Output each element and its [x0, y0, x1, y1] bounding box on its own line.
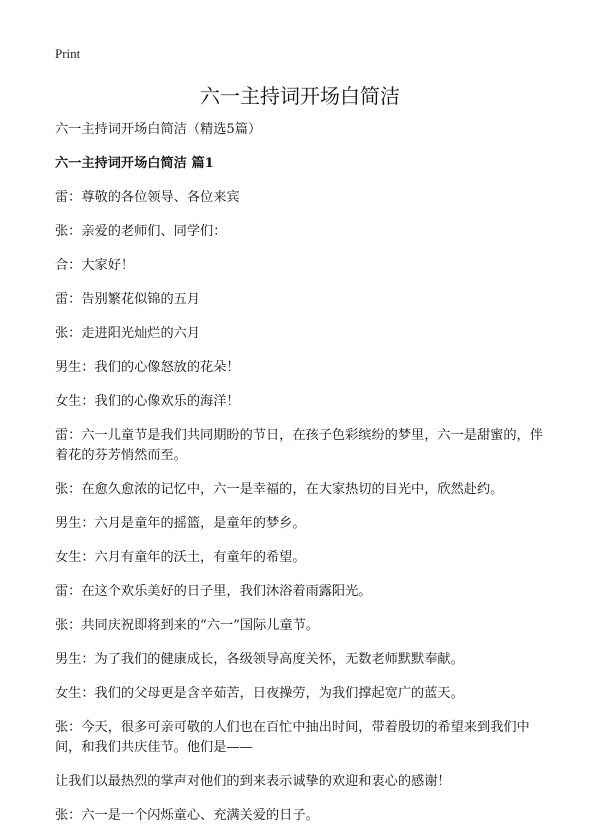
- page-title: 六一主持词开场白简洁: [200, 84, 400, 108]
- paragraph: 男生：我们的心像怒放的花朵！: [55, 360, 240, 375]
- paragraph: 张：六一是一个闪烁童心、充满关爱的日子。: [55, 808, 319, 823]
- paragraph: 女生：六月有童年的沃土，有童年的希望。: [55, 550, 306, 565]
- paragraph: 男生：为了我们的健康成长，各级领导高度关怀，无数老师默默奉献。: [55, 652, 464, 667]
- print-link[interactable]: Print: [55, 46, 81, 61]
- paragraph: 雷：告别繁花似锦的五月: [55, 292, 201, 307]
- paragraph: 张：亲爱的老师们、同学们：: [55, 224, 227, 239]
- paragraph: 男生：六月是童年的摇篮，是童年的梦乡。: [55, 516, 306, 531]
- paragraph: 女生：我们的心像欢乐的海洋！: [55, 394, 240, 409]
- section-heading: 六一主持词开场白简洁 篇1: [55, 156, 214, 171]
- paragraph: 张：在愈久愈浓的记忆中，六一是幸福的，在大家热切的目光中，欣然赴约。: [55, 482, 504, 497]
- paragraph: 合：大家好！: [55, 258, 135, 273]
- paragraph: 张：走进阳光灿烂的六月: [55, 326, 201, 341]
- paragraph: 让我们以最热烈的掌声对他们的到来表示诚挚的欢迎和衷心的感谢！: [55, 774, 451, 789]
- paragraph: 张：共同庆祝即将到来的“六一”国际儿童节。: [55, 618, 320, 633]
- paragraph: 雷：在这个欢乐美好的日子里，我们沐浴着雨露阳光。: [55, 584, 372, 599]
- document-subtitle: 六一主持词开场白简洁（精选5篇）: [55, 122, 262, 137]
- paragraph: 张：今天，很多可亲可敬的人们也在百忙中抽出时间，带着殷切的希望来到我们中间，和我们共庆佳节。他们是——: [55, 720, 530, 755]
- paragraph: 雷：尊敬的各位领导、各位来宾: [55, 190, 240, 205]
- paragraph: 雷：六一儿童节是我们共同期盼的节日，在孩子色彩缤纷的梦里，六一是甜蜜的，伴着花的芬芳悄然而至。: [55, 428, 543, 463]
- paragraph: 女生：我们的父母更是含辛茹苦，日夜操劳，为我们撑起宽广的蓝天。: [55, 686, 464, 701]
- document-body: [55, 120, 555, 840]
